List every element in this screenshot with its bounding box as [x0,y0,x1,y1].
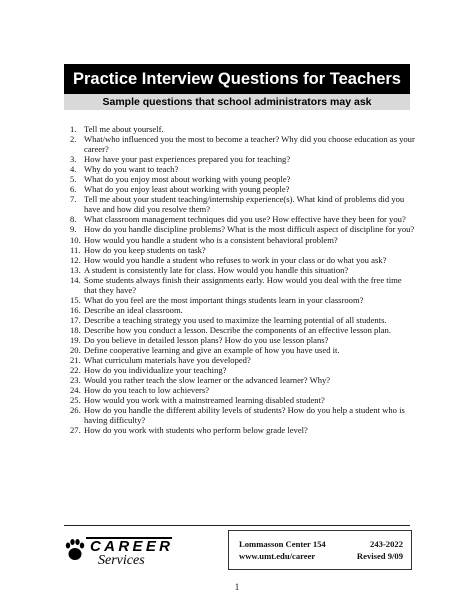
question-text: How do you teach to low achievers? [84,385,210,396]
question-item [70,134,415,154]
question-text: What do you feel are the most important things students learn in your classroom? [84,294,364,305]
question-item [70,154,415,164]
question-text: How do you individualize your teaching? [84,365,227,376]
question-item [70,224,415,234]
page-number: 1 [234,582,240,592]
question-number: 9. [70,224,77,235]
question-item [70,375,415,385]
question-text: How do you work with students who perform below grade level? [84,425,308,436]
question-number: 27. [70,425,81,436]
question-number: 4. [70,164,77,175]
logo-word-services: Services [98,553,145,567]
question-item [70,235,415,245]
question-text: How do you handle the different ability levels of students? How do you help a student who is having difficulty? [84,405,405,426]
question-number: 5. [70,174,77,185]
question-item [70,275,415,295]
question-item [70,255,415,265]
website-address: www.umt.edu/career [239,551,316,561]
question-item [70,405,415,425]
question-number: 22. [70,365,81,376]
document-title: Practice Interview Questions for Teachers [64,64,410,94]
grizzly-paw-icon [66,539,84,560]
question-text: How do you keep students on task? [84,244,206,255]
question-number: 14. [70,274,81,285]
document-subtitle: Sample questions that school administrators may ask [64,94,410,110]
question-text: What do you enjoy least about working with young people? [84,184,290,195]
question-text: Describe how you conduct a lesson. Describe the components of an effective lesson plan. [84,324,391,335]
question-text: How have your past experiences prepared you for teaching? [84,154,291,165]
question-item [70,395,415,405]
question-text: How do you handle discipline problems? What is the most difficult aspect of discipline for you? [84,224,415,235]
logo-word-career: CAREER [90,538,170,555]
question-number: 11. [70,244,81,255]
question-text: What/who influenced you the most to become a teacher? Why did you choose education as your career? [84,134,415,155]
question-text: Tell me about your student teaching/internship experience(s). What kind of problems did you have and how did you resolve them? [84,194,405,215]
question-number: 23. [70,375,81,386]
question-text: How would you work with a mainstreamed learning disabled student? [84,395,325,406]
revision-date: Revised 9/09 [356,551,403,561]
question-number: 1. [70,124,77,134]
question-text: Some students always finish their assignments early. How would you deal with the free time that they have? [84,274,402,295]
question-item [70,355,415,365]
question-item [70,184,415,194]
question-text: Would you rather teach the slow learner or the advanced learner? Why? [84,375,331,386]
question-number: 7. [70,194,77,205]
question-item [70,365,415,375]
office-location: Lommasson Center 154 [239,539,326,549]
question-item [70,124,415,134]
question-text: Describe an ideal classroom. [84,304,183,315]
question-number: 2. [70,134,77,145]
question-item [70,345,415,355]
question-number: 20. [70,345,81,356]
question-number: 12. [70,254,81,265]
question-number: 10. [70,234,81,245]
question-number: 3. [70,154,77,165]
question-text: How would you handle a student who is a consistent behavioral problem? [84,234,338,245]
question-number: 21. [70,355,81,366]
question-item [70,325,415,335]
footer-divider [64,525,410,526]
question-text: Tell me about yourself. [84,124,164,134]
question-list [70,124,415,435]
question-number: 8. [70,214,77,225]
question-number: 13. [70,264,81,275]
question-item [70,164,415,174]
question-item [70,295,415,305]
question-number: 15. [70,294,81,305]
career-services-logo [64,533,174,567]
question-item [70,315,415,325]
question-item [70,174,415,184]
question-number: 17. [70,314,81,325]
question-text: What do you enjoy most about working with young people? [84,174,291,185]
question-item [70,385,415,395]
question-number: 25. [70,395,81,406]
question-item [70,214,415,224]
question-text: Define cooperative learning and give an example of how you have used it. [84,345,340,356]
contact-info-box [228,530,412,570]
question-item [70,335,415,345]
question-text: A student is consistently late for class. How would you handle this situation? [84,264,349,275]
question-text: Why do you want to teach? [84,164,179,175]
question-number: 26. [70,405,81,416]
question-text: Do you believe in detailed lesson plans? How do you use lesson plans? [84,334,329,345]
question-text: What classroom management techniques did you use? How effective have they been for you? [84,214,406,225]
phone-number: 243-2022 [370,539,403,549]
question-item [70,265,415,275]
question-item [70,245,415,255]
question-item [70,425,415,435]
question-item [70,305,415,315]
question-number: 18. [70,324,81,335]
question-number: 19. [70,334,81,345]
question-number: 24. [70,385,81,396]
question-item [70,194,415,214]
question-number: 6. [70,184,77,195]
question-text: What curriculum materials have you developed? [84,355,251,366]
question-text: How would you handle a student who refuses to work in your class or do what you ask? [84,254,387,265]
question-number: 16. [70,304,81,315]
question-text: Describe a teaching strategy you used to maximize the learning potential of all students. [84,314,387,325]
